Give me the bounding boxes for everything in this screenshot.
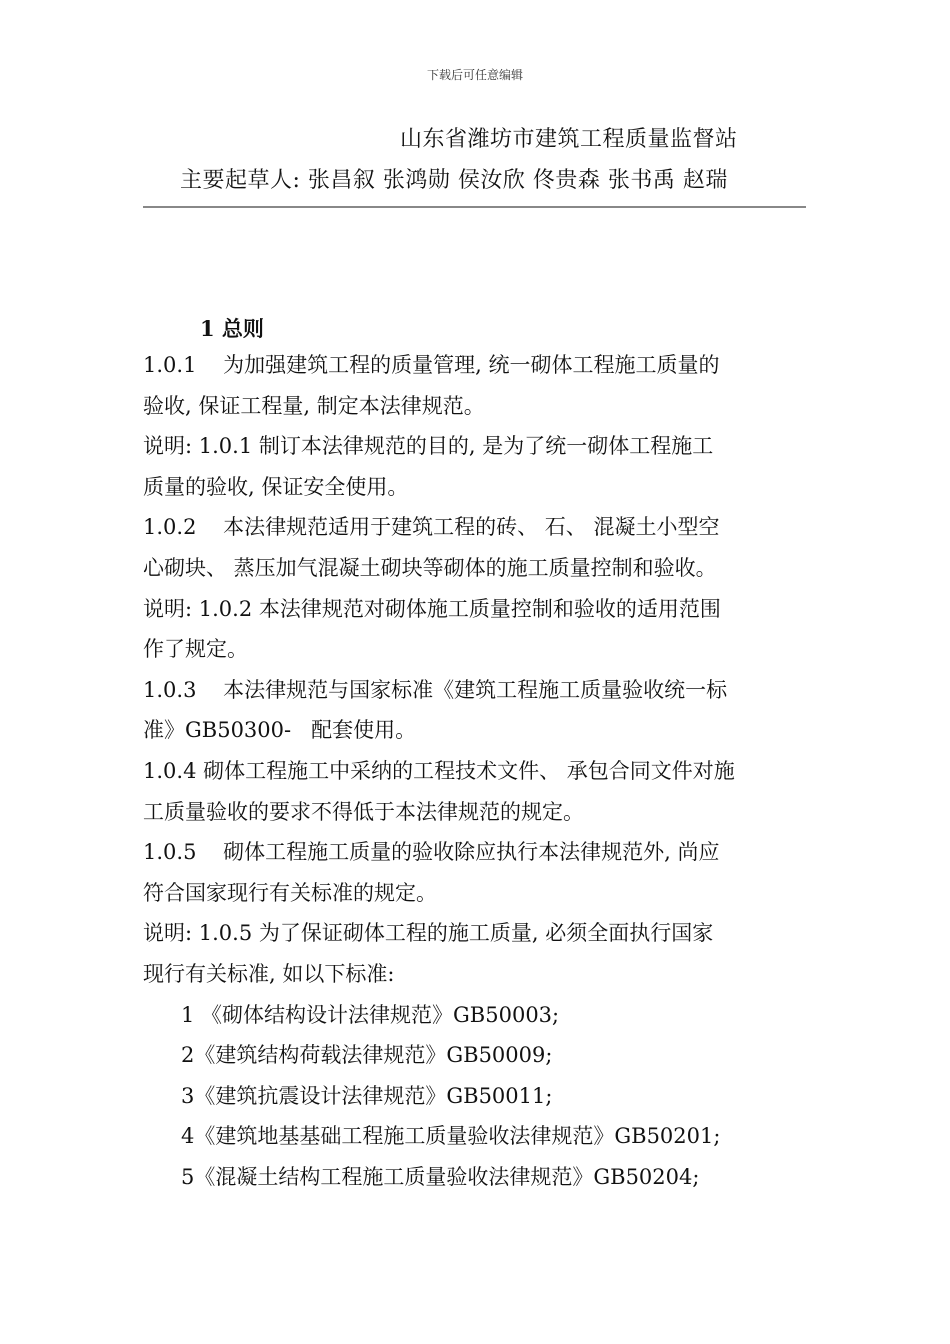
body-line: 1.0.1 为加强建筑工程的质量管理, 统一砌体工程施工质量的 bbox=[143, 353, 720, 377]
body-line: 现行有关标准, 如以下标准: bbox=[143, 961, 395, 986]
document-body bbox=[143, 345, 823, 1197]
section-title: 1 总则 bbox=[200, 316, 264, 341]
header-note: 下载后可任意编辑 bbox=[426, 68, 523, 82]
body-line: 说明: 1.0.5 为了保证砌体工程的施工质量, 必须全面执行国家 bbox=[143, 921, 714, 946]
body-line: 说明: 1.0.2 本法律规范对砌体施工质量控制和验收的适用范围 bbox=[143, 596, 721, 621]
body-line: 准》GB50300- 配套使用。 bbox=[143, 718, 417, 743]
standard-list-item: 4《建筑地基基础工程施工质量验收法律规范》GB50201; bbox=[181, 1124, 721, 1149]
standard-list-item: 5《混凝土结构工程施工质量验收法律规范》GB50204; bbox=[181, 1164, 700, 1189]
body-line: 质量的验收, 保证安全使用。 bbox=[143, 474, 409, 499]
body-line: 1.0.2 本法律规范适用于建筑工程的砖、 石、 混凝土小型空 bbox=[143, 515, 720, 540]
body-line: 工质量验收的要求不得低于本法律规范的规定。 bbox=[143, 799, 584, 824]
body-line: 说明: 1.0.1 制订本法律规范的目的, 是为了统一砌体工程施工 bbox=[143, 434, 714, 459]
standard-list-item: 2《建筑结构荷载法律规范》GB50009; bbox=[181, 1043, 553, 1068]
body-line: 作了规定。 bbox=[143, 637, 248, 662]
body-line: 1.0.4 砌体工程施工中采纳的工程技术文件、 承包合同文件对施 bbox=[143, 758, 735, 783]
body-line: 验收, 保证工程量, 制定本法律规范。 bbox=[143, 393, 485, 418]
header-divider bbox=[143, 206, 806, 208]
body-line: 心砌块、 蒸压加气混凝土砌块等砌体的施工质量控制和验收。 bbox=[143, 555, 717, 580]
standard-list-item: 1 《砌体结构设计法律规范》GB50003; bbox=[181, 1002, 560, 1027]
body-line: 符合国家现行有关标准的规定。 bbox=[143, 880, 437, 905]
body-line: 1.0.3 本法律规范与国家标准《建筑工程施工质量验收统一标 bbox=[143, 677, 728, 702]
body-line: 1.0.5 砌体工程施工质量的验收除应执行本法律规范外, 尚应 bbox=[143, 840, 720, 865]
organization-line: 山东省潍坊市建筑工程质量监督站 bbox=[400, 127, 738, 152]
drafters-line: 主要起草人: 张昌叙 张鸿勋 侯汝欣 佟贵森 张书禹 赵瑞 bbox=[180, 168, 728, 193]
standard-list-item: 3《建筑抗震设计法律规范》GB50011; bbox=[181, 1083, 553, 1108]
